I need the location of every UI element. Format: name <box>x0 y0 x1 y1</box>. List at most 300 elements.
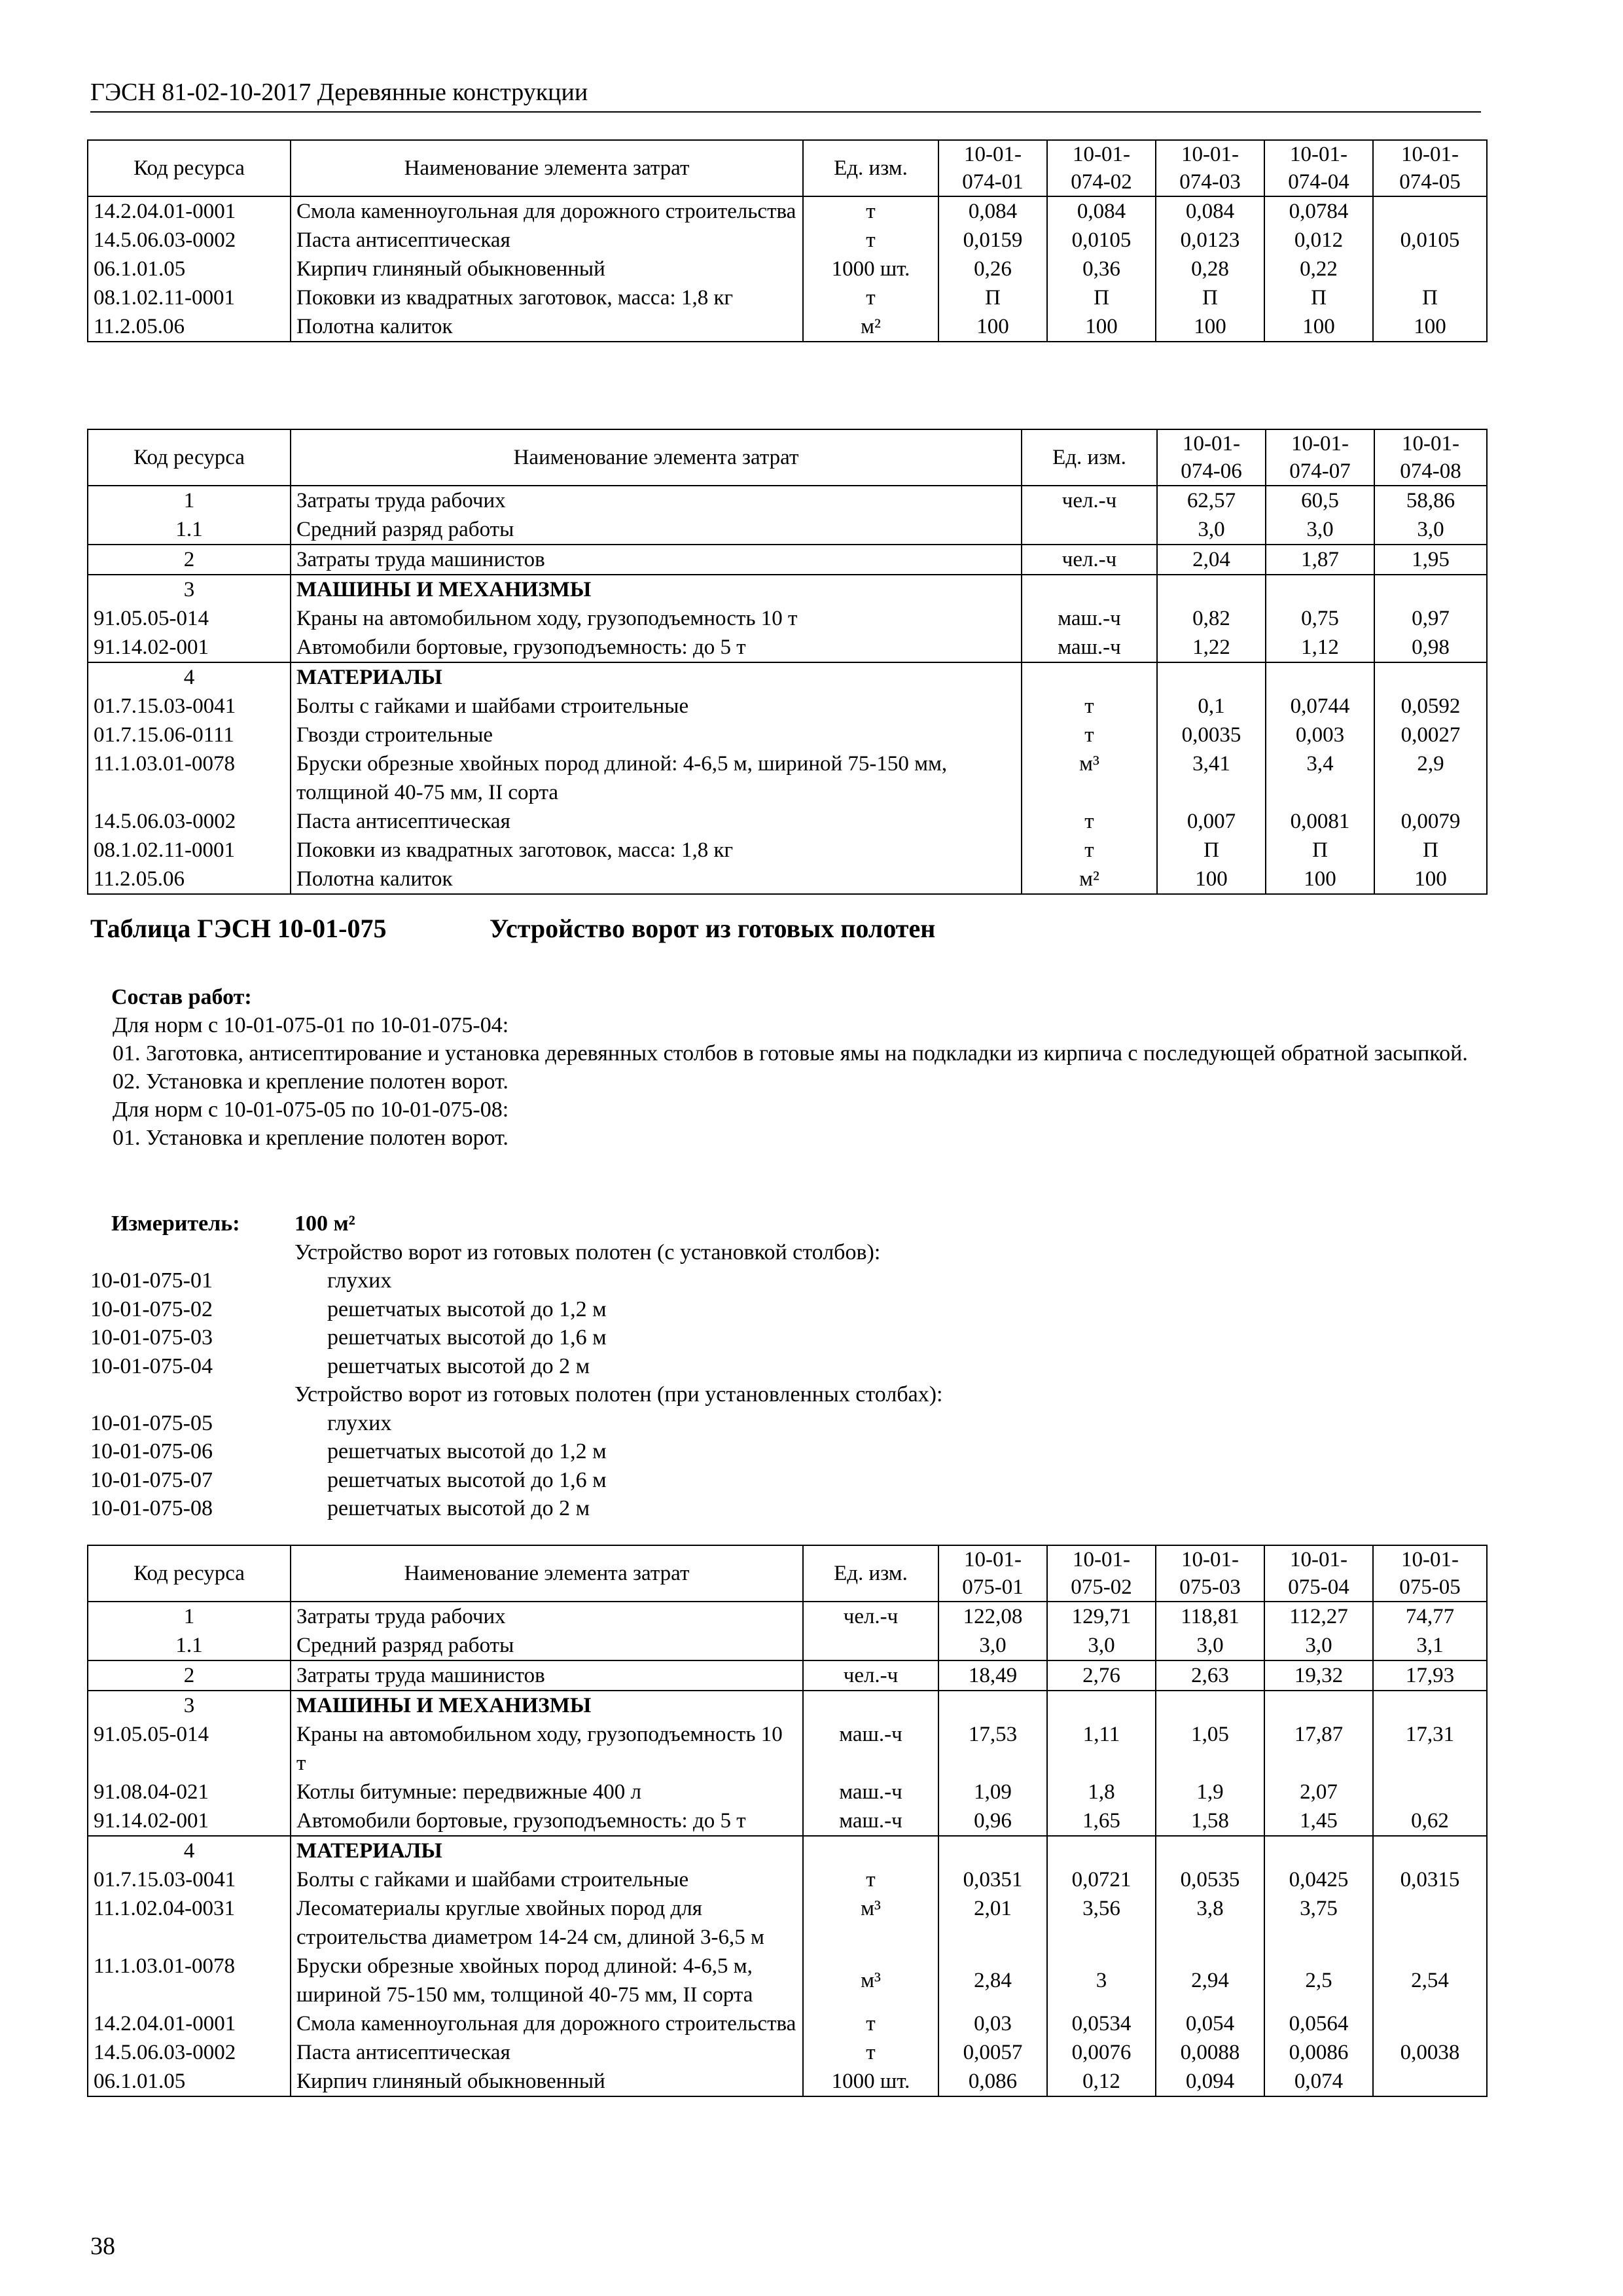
norm-code: 10-01-075-02 <box>90 1297 213 1321</box>
resource-code: 14.2.04.01-0001 <box>88 2009 291 2038</box>
norm-value: 3,8 <box>1156 1894 1264 1952</box>
norm-value: 0,084 <box>1047 196 1156 226</box>
norm-value <box>1373 2067 1487 2096</box>
col-header-norm: 10-01- 074-01 <box>938 140 1047 196</box>
measure-row <box>90 1380 1465 1409</box>
norm-value: 129,71 <box>1047 1602 1156 1631</box>
norm-value: 0,0086 <box>1264 2038 1373 2067</box>
norm-value: 0,62 <box>1373 1806 1487 1836</box>
resource-name: Полотна калиток <box>291 865 1022 894</box>
composition-line: Для норм с 10-01-075-05 по 10-01-075-08: <box>113 1098 509 1122</box>
resource-unit: м³ <box>803 1894 938 1952</box>
norm-value: 0,084 <box>938 196 1047 226</box>
table-row <box>88 1806 1487 1836</box>
norm-value <box>1157 662 1266 692</box>
norm-value: П <box>1266 836 1374 865</box>
norm-value: 100 <box>1266 865 1374 894</box>
norm-value: 0,82 <box>1157 604 1266 633</box>
norm-value: 0,003 <box>1266 721 1374 749</box>
resource-code: 4 <box>88 1836 291 1865</box>
norm-value: 3,75 <box>1264 1894 1373 1952</box>
norm-value: 118,81 <box>1156 1602 1264 1631</box>
resource-name: Котлы битумные: передвижные 400 л <box>291 1778 803 1806</box>
resource-code: 91.14.02-001 <box>88 1806 291 1836</box>
resource-unit: м² <box>1022 865 1157 894</box>
header-row <box>88 429 1487 486</box>
norm-value: П <box>1264 283 1373 312</box>
resource-unit <box>1022 575 1157 604</box>
norm-value <box>1373 1691 1487 1720</box>
norm-value <box>1373 1894 1487 1952</box>
resource-table-074-06-08 <box>87 429 1488 895</box>
norm-value: 2,04 <box>1157 545 1266 575</box>
table-row <box>88 1778 1487 1806</box>
norm-value: 2,54 <box>1373 1952 1487 2009</box>
resource-code: 06.1.01.05 <box>88 2067 291 2096</box>
resource-code: 11.1.03.01-0078 <box>88 1952 291 2009</box>
resource-unit: м³ <box>803 1952 938 2009</box>
resource-unit <box>803 1691 938 1720</box>
resource-name: МАШИНЫ И МЕХАНИЗМЫ <box>291 1691 803 1720</box>
norm-value: 0,0105 <box>1373 226 1487 255</box>
norm-value: 2,84 <box>938 1952 1047 2009</box>
norm-value: 100 <box>1047 312 1156 342</box>
resource-unit: 1000 шт. <box>803 2067 938 2096</box>
norm-value: П <box>1374 836 1487 865</box>
resource-code: 01.7.15.06-0111 <box>88 721 291 749</box>
resource-name: Затраты труда машинистов <box>291 545 1022 575</box>
running-header: ГЭСН 81-02-10-2017 Деревянные конструкции <box>90 77 1481 113</box>
resource-unit: т <box>1022 807 1157 836</box>
measure-row <box>90 1494 1465 1523</box>
table-row <box>88 633 1487 662</box>
col-header-norm: 10-01- 074-05 <box>1373 140 1487 196</box>
composition-heading: Состав работ: <box>111 985 252 1009</box>
norm-value: 74,77 <box>1373 1602 1487 1631</box>
col-header-norm: 10-01- 074-02 <box>1047 140 1156 196</box>
norm-value: 0,0027 <box>1374 721 1487 749</box>
col-header-norm: 10-01- 074-06 <box>1157 429 1266 486</box>
norm-value: 3,0 <box>1157 515 1266 545</box>
measure-row <box>90 1352 1465 1381</box>
norm-value: 1,65 <box>1047 1806 1156 1836</box>
table-row <box>88 515 1487 545</box>
norm-value: 3,56 <box>1047 1894 1156 1952</box>
resource-unit: м² <box>803 312 938 342</box>
resource-unit: чел.-ч <box>803 1660 938 1691</box>
measure-row <box>90 1323 1465 1352</box>
table-row <box>88 283 1487 312</box>
resource-code: 14.5.06.03-0002 <box>88 226 291 255</box>
resource-code: 3 <box>88 575 291 604</box>
header-row <box>88 1545 1487 1602</box>
resource-name: Бруски обрезные хвойных пород длиной: 4-6,5 м, шириной 75-150 мм, толщиной 40-75 мм, II сорта <box>291 1952 803 2009</box>
measure-row <box>90 1409 1465 1438</box>
table-row <box>88 1631 1487 1660</box>
norm-value: 0,012 <box>1264 226 1373 255</box>
norm-value: 100 <box>1374 865 1487 894</box>
resource-code: 1.1 <box>88 1631 291 1660</box>
norm-value: 3,0 <box>1264 1631 1373 1660</box>
resource-name: Кирпич глиняный обыкновенный <box>291 2067 803 2096</box>
norm-value: 0,0535 <box>1156 1865 1264 1894</box>
resource-unit: 1000 шт. <box>803 255 938 283</box>
resource-unit: т <box>1022 721 1157 749</box>
col-header-name: Наименование элемента затрат <box>291 140 803 196</box>
resource-code: 91.05.05-014 <box>88 1720 291 1778</box>
norm-code: 10-01-075-08 <box>90 1496 213 1520</box>
norm-value: 17,93 <box>1373 1660 1487 1691</box>
col-header-code: Код ресурса <box>88 1545 291 1602</box>
page-number: 38 <box>90 2233 115 2260</box>
norm-value: П <box>1373 283 1487 312</box>
norm-description: решетчатых высотой до 1,6 м <box>327 1467 607 1492</box>
resource-name: Кирпич глиняный обыкновенный <box>291 255 803 283</box>
norm-value: 0,1 <box>1157 692 1266 721</box>
resource-unit: т <box>803 1865 938 1894</box>
resource-name: Поковки из квадратных заготовок, масса: 1,8 кг <box>291 283 803 312</box>
resource-unit: т <box>803 196 938 226</box>
norm-code: 10-01-075-07 <box>90 1467 213 1492</box>
col-header-norm: 10-01- 074-03 <box>1156 140 1264 196</box>
resource-code: 11.1.02.04-0031 <box>88 1894 291 1952</box>
header-row <box>88 140 1487 196</box>
resource-name: МАШИНЫ И МЕХАНИЗМЫ <box>291 575 1022 604</box>
norm-value: 0,0079 <box>1374 807 1487 836</box>
table-row <box>88 545 1487 575</box>
resource-unit: т <box>803 226 938 255</box>
resource-name: Полотна калиток <box>291 312 803 342</box>
norm-value <box>1047 1836 1156 1865</box>
table-row <box>88 312 1487 342</box>
norm-value: 0,0784 <box>1264 196 1373 226</box>
table-row <box>88 226 1487 255</box>
norm-value <box>1266 662 1374 692</box>
resource-unit: маш.-ч <box>803 1778 938 1806</box>
norm-value: 0,36 <box>1047 255 1156 283</box>
resource-code: 2 <box>88 1660 291 1691</box>
resource-unit: т <box>803 2038 938 2067</box>
resource-code: 14.5.06.03-0002 <box>88 2038 291 2067</box>
table-row <box>88 2067 1487 2096</box>
resource-unit <box>1022 662 1157 692</box>
norm-value: 0,0081 <box>1266 807 1374 836</box>
norm-value: 0,094 <box>1156 2067 1264 2096</box>
norm-value: 1,9 <box>1156 1778 1264 1806</box>
norm-value: 1,8 <box>1047 1778 1156 1806</box>
norm-value: 0,0315 <box>1373 1865 1487 1894</box>
norm-value: 122,08 <box>938 1602 1047 1631</box>
norm-value: 1,05 <box>1156 1720 1264 1778</box>
resource-name: Затраты труда рабочих <box>291 1602 803 1631</box>
norm-value: 3,1 <box>1373 1631 1487 1660</box>
norm-description: Устройство ворот из готовых полотен (с установкой столбов): <box>294 1240 881 1265</box>
norm-value <box>938 1836 1047 1865</box>
resource-name: Гвозди строительные <box>291 721 1022 749</box>
col-header-name: Наименование элемента затрат <box>291 1545 803 1602</box>
norm-value <box>1374 662 1487 692</box>
resource-code: 11.2.05.06 <box>88 312 291 342</box>
norm-value: 3,0 <box>1156 1631 1264 1660</box>
resource-code: 14.5.06.03-0002 <box>88 807 291 836</box>
norm-value: 0,086 <box>938 2067 1047 2096</box>
resource-code: 14.2.04.01-0001 <box>88 196 291 226</box>
meter-row <box>90 1210 1465 1238</box>
norm-value <box>1157 575 1266 604</box>
norm-code: 10-01-075-01 <box>90 1268 213 1293</box>
norm-value: 2,76 <box>1047 1660 1156 1691</box>
norm-value: 1,11 <box>1047 1720 1156 1778</box>
resource-name: Паста антисептическая <box>291 2038 803 2067</box>
norm-value: 0,0057 <box>938 2038 1047 2067</box>
norm-value: 0,054 <box>1156 2009 1264 2038</box>
resource-unit: маш.-ч <box>1022 633 1157 662</box>
norm-value: 17,31 <box>1373 1720 1487 1778</box>
table-row <box>88 749 1487 807</box>
norm-value: 2,63 <box>1156 1660 1264 1691</box>
norm-value: П <box>938 283 1047 312</box>
resource-table-074-01-05 <box>87 139 1488 342</box>
table-row <box>88 604 1487 633</box>
table-row <box>88 1691 1487 1720</box>
resource-name: Болты с гайками и шайбами строительные <box>291 692 1022 721</box>
norm-value: 100 <box>1373 312 1487 342</box>
norm-value: 3,41 <box>1157 749 1266 807</box>
norm-value: П <box>1047 283 1156 312</box>
norm-value: 0,0076 <box>1047 2038 1156 2067</box>
norm-value: 0,0159 <box>938 226 1047 255</box>
resource-name: МАТЕРИАЛЫ <box>291 662 1022 692</box>
table-row <box>88 1836 1487 1865</box>
resource-name: Средний разряд работы <box>291 515 1022 545</box>
norm-value: 0,0123 <box>1156 226 1264 255</box>
norm-value: 0,75 <box>1266 604 1374 633</box>
resource-name: Болты с гайками и шайбами строительные <box>291 1865 803 1894</box>
resource-unit: маш.-ч <box>803 1720 938 1778</box>
norm-value <box>1373 1778 1487 1806</box>
norm-value: 1,22 <box>1157 633 1266 662</box>
norm-value: 2,94 <box>1156 1952 1264 2009</box>
norm-value: 19,32 <box>1264 1660 1373 1691</box>
section-title-name: Устройство ворот из готовых полотен <box>490 914 936 943</box>
norm-value: 1,12 <box>1266 633 1374 662</box>
resource-unit: маш.-ч <box>803 1806 938 1836</box>
measure-list <box>90 1238 1465 1523</box>
norm-value <box>1374 575 1487 604</box>
table-row <box>88 1720 1487 1778</box>
col-header-norm: 10-01- 074-08 <box>1374 429 1487 486</box>
table-head <box>88 140 1487 196</box>
section-title <box>90 913 936 944</box>
norm-value <box>1266 575 1374 604</box>
resource-code: 01.7.15.03-0041 <box>88 692 291 721</box>
composition-list <box>111 1011 1472 1152</box>
norm-value: 62,57 <box>1157 486 1266 515</box>
table-row <box>88 575 1487 604</box>
norm-value <box>1264 1691 1373 1720</box>
table-row <box>88 2038 1487 2067</box>
col-header-norm: 10-01- 075-03 <box>1156 1545 1264 1602</box>
resource-unit <box>803 1631 938 1660</box>
resource-unit: т <box>803 2009 938 2038</box>
norm-value <box>1373 1836 1487 1865</box>
norm-code: 10-01-075-04 <box>90 1354 213 1378</box>
table-body <box>88 1602 1487 2096</box>
norm-value: 1,09 <box>938 1778 1047 1806</box>
norm-value: 0,0088 <box>1156 2038 1264 2067</box>
resource-code: 1 <box>88 486 291 515</box>
norm-value: 100 <box>938 312 1047 342</box>
norm-value: 0,28 <box>1156 255 1264 283</box>
norm-code: 10-01-075-03 <box>90 1325 213 1350</box>
norm-description: решетчатых высотой до 2 м <box>327 1496 590 1520</box>
norm-value <box>1373 255 1487 283</box>
table-row <box>88 2009 1487 2038</box>
norm-value: 1,87 <box>1266 545 1374 575</box>
norm-value: 3,0 <box>938 1631 1047 1660</box>
resource-name: Паста антисептическая <box>291 226 803 255</box>
norm-value: 18,49 <box>938 1660 1047 1691</box>
table-row <box>88 662 1487 692</box>
resource-unit: т <box>1022 836 1157 865</box>
resource-name: Затраты труда машинистов <box>291 1660 803 1691</box>
norm-value: П <box>1157 836 1266 865</box>
resource-table-075-01-05 <box>87 1545 1488 2097</box>
table-row <box>88 486 1487 515</box>
norm-code: 10-01-075-06 <box>90 1439 213 1463</box>
meter-value: 100 м² <box>294 1211 355 1236</box>
col-header-code: Код ресурса <box>88 140 291 196</box>
table-row <box>88 807 1487 836</box>
resource-unit: чел.-ч <box>803 1602 938 1631</box>
resource-name: Паста антисептическая <box>291 807 1022 836</box>
norm-value: 0,0105 <box>1047 226 1156 255</box>
norm-value: 1,45 <box>1264 1806 1373 1836</box>
norm-value: 0,97 <box>1374 604 1487 633</box>
table-row <box>88 1952 1487 2009</box>
norm-value: 2,01 <box>938 1894 1047 1952</box>
norm-description: решетчатых высотой до 1,2 м <box>327 1297 607 1321</box>
resource-code: 2 <box>88 545 291 575</box>
norm-value <box>1373 196 1487 226</box>
resource-code: 1.1 <box>88 515 291 545</box>
table-row <box>88 721 1487 749</box>
norm-value: 0,0592 <box>1374 692 1487 721</box>
norm-value: П <box>1156 283 1264 312</box>
resource-code: 11.2.05.06 <box>88 865 291 894</box>
norm-value: 0,96 <box>938 1806 1047 1836</box>
meter-block <box>90 1210 1465 1523</box>
meter-label: Измеритель: <box>111 1211 240 1236</box>
norm-value: 17,87 <box>1264 1720 1373 1778</box>
resource-code: 06.1.01.05 <box>88 255 291 283</box>
norm-value: 0,98 <box>1374 633 1487 662</box>
norm-value: 0,084 <box>1156 196 1264 226</box>
table-head <box>88 429 1487 486</box>
norm-description: решетчатых высотой до 2 м <box>327 1354 590 1378</box>
measure-row <box>90 1295 1465 1324</box>
col-header-unit: Ед. изм. <box>803 140 938 196</box>
col-header-norm: 10-01- 075-02 <box>1047 1545 1156 1602</box>
work-composition <box>111 983 1472 1152</box>
resource-unit <box>803 1836 938 1865</box>
measure-row <box>90 1238 1465 1267</box>
resource-name: Средний разряд работы <box>291 1631 803 1660</box>
norm-description: решетчатых высотой до 1,2 м <box>327 1439 607 1463</box>
table-row <box>88 865 1487 894</box>
resource-code: 91.05.05-014 <box>88 604 291 633</box>
table-row <box>88 1894 1487 1952</box>
resource-unit <box>1022 515 1157 545</box>
col-header-norm: 10-01- 074-07 <box>1266 429 1374 486</box>
norm-value: 2,5 <box>1264 1952 1373 2009</box>
composition-line: 01. Установка и крепление полотен ворот. <box>113 1126 508 1150</box>
table-body <box>88 196 1487 342</box>
table-row <box>88 1602 1487 1631</box>
resource-code: 3 <box>88 1691 291 1720</box>
norm-value: 0,0035 <box>1157 721 1266 749</box>
norm-description: глухих <box>327 1268 392 1293</box>
col-header-norm: 10-01- 075-05 <box>1373 1545 1487 1602</box>
table-row <box>88 836 1487 865</box>
norm-value: 2,07 <box>1264 1778 1373 1806</box>
col-header-norm: 10-01- 074-04 <box>1264 140 1373 196</box>
table-row <box>88 196 1487 226</box>
composition-line: 01. Заготовка, антисептирование и установка деревянных столбов в готовые ямы на подкладки из кирпича с последующей обратной засыпкой. <box>113 1041 1468 1066</box>
norm-value: 0,03 <box>938 2009 1047 2038</box>
norm-value <box>938 1691 1047 1720</box>
col-header-name: Наименование элемента затрат <box>291 429 1022 486</box>
resource-unit: т <box>1022 692 1157 721</box>
norm-value: 60,5 <box>1266 486 1374 515</box>
resource-unit: т <box>803 283 938 312</box>
col-header-unit: Ед. изм. <box>803 1545 938 1602</box>
table-body <box>88 486 1487 894</box>
resource-code: 08.1.02.11-0001 <box>88 836 291 865</box>
norm-value <box>1156 1836 1264 1865</box>
norm-value: 0,0038 <box>1373 2038 1487 2067</box>
norm-value: 3 <box>1047 1952 1156 2009</box>
norm-value: 3,4 <box>1266 749 1374 807</box>
norm-description: решетчатых высотой до 1,6 м <box>327 1325 607 1350</box>
resource-code: 08.1.02.11-0001 <box>88 283 291 312</box>
norm-value <box>1373 2009 1487 2038</box>
table-row <box>88 1660 1487 1691</box>
resource-name: Смола каменноугольная для дорожного строительства <box>291 196 803 226</box>
section-title-number: Таблица ГЭСН 10-01-075 <box>90 914 387 943</box>
measure-row <box>90 1266 1465 1295</box>
norm-value <box>1047 1691 1156 1720</box>
resource-code: 4 <box>88 662 291 692</box>
norm-value: 100 <box>1264 312 1373 342</box>
norm-value: 1,58 <box>1156 1806 1264 1836</box>
norm-value: 112,27 <box>1264 1602 1373 1631</box>
norm-value: 0,0351 <box>938 1865 1047 1894</box>
table-row <box>88 255 1487 283</box>
norm-value: 0,0744 <box>1266 692 1374 721</box>
resource-code: 91.08.04-021 <box>88 1778 291 1806</box>
table-row <box>88 1865 1487 1894</box>
col-header-norm: 10-01- 075-04 <box>1264 1545 1373 1602</box>
resource-code: 01.7.15.03-0041 <box>88 1865 291 1894</box>
measure-row <box>90 1437 1465 1466</box>
norm-value: 1,95 <box>1374 545 1487 575</box>
resource-name: Затраты труда рабочих <box>291 486 1022 515</box>
norm-description: Устройство ворот из готовых полотен (при установленных столбах): <box>294 1382 943 1407</box>
norm-value: 100 <box>1157 865 1266 894</box>
norm-value: 3,0 <box>1374 515 1487 545</box>
norm-value: 0,074 <box>1264 2067 1373 2096</box>
